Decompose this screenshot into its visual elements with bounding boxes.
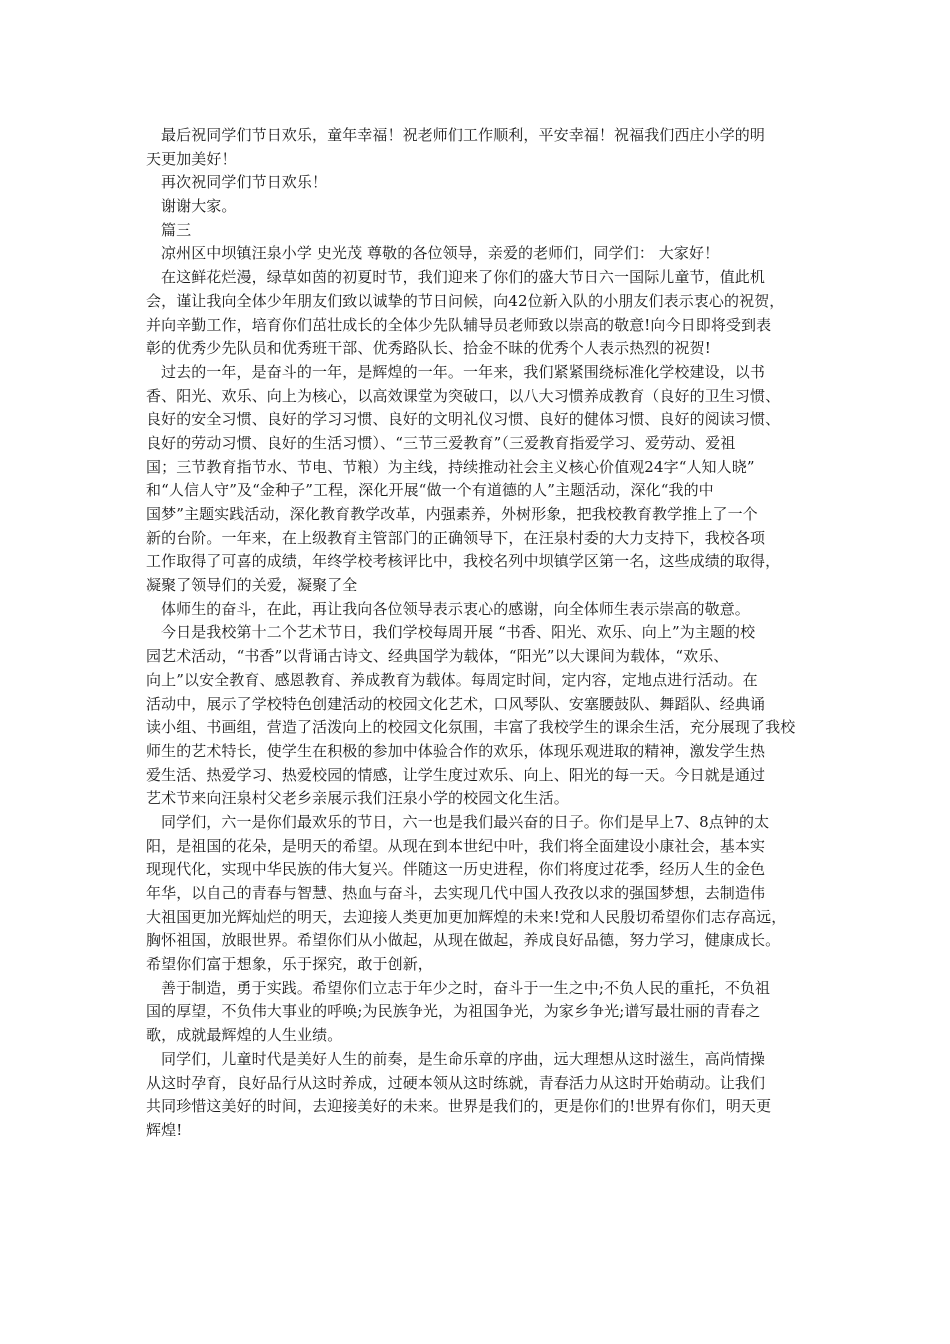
section-title-text: 篇三 xyxy=(161,220,192,239)
text-line: 会，谨让我向全体少年朋友们致以诚挚的节日问候，向42位新入队的小朋友们表示衷心的祝贺， xyxy=(146,291,785,310)
text-line: 过去的一年，是奋斗的一年，是辉煌的一年。一年来，我们紧紧围绕标准化学校建设，以书 xyxy=(161,362,766,381)
paragraph-art-festival xyxy=(146,621,826,811)
paragraph-create-practice xyxy=(146,977,826,1048)
text-line: 园艺术活动，“书香”以背诵古诗文、经典国学为载体，“阳光”以大课间为载体，“欢乐、 xyxy=(146,647,729,666)
document-body xyxy=(146,124,826,1143)
text-line: 并向辛勤工作，培育你们茁壮成长的全体少先队辅导员老师致以崇高的敬意!向今日即将受到表 xyxy=(146,315,772,334)
text-line: 今日是我校第十二个艺术节日，我们学校每周开展 “书香、阳光、欢乐、向上”为主题的校 xyxy=(161,623,756,642)
paragraph-gratitude xyxy=(146,598,826,622)
text-line: 在这鲜花烂漫，绿草如茵的初夏时节，我们迎来了你们的盛大节日六一国际儿童节，值此机 xyxy=(161,268,766,287)
text-line: 彰的优秀少先队员和优秀班干部、优秀路队长、拾金不昧的优秀个人表示热烈的祝贺! xyxy=(146,339,711,358)
section-title xyxy=(146,219,826,243)
paragraph-closing-wishes xyxy=(146,124,826,171)
paragraph-thanks xyxy=(146,195,826,219)
text-line: 希望你们富于想象，乐于探究，敢于创新， xyxy=(146,955,433,974)
text-line: 新的台阶。一年来，在上级教育主管部门的正确领导下，在汪泉村委的大力支持下，我校各项 xyxy=(146,528,766,547)
text-line: 歌，成就最辉煌的人生业绩。 xyxy=(146,1026,343,1045)
text-line: 和“人信人守”及“金种子”工程，深化开展“做一个有道德的人”主题活动，深化“我的中 xyxy=(146,481,714,500)
paragraph-childhood xyxy=(146,1048,826,1143)
text-line: 凉州区中坝镇汪泉小学 史光茂 尊敬的各位领导，亲爱的老师们，同学们： 大家好！ xyxy=(161,244,720,263)
text-line: 天更加美好！ xyxy=(146,149,237,168)
text-line: 师生的艺术特长，使学生在积极的参加中体验合作的欢乐，体现乐观进取的精神，激发学生热 xyxy=(146,741,766,760)
text-line: 现现代化，实现中华民族的伟大复兴。伴随这一历史进程，你们将度过花季，经历人生的金色 xyxy=(146,860,766,879)
text-line: 最后祝同学们节日欢乐，童年幸福！祝老师们工作顺利，平安幸福！祝福我们西庄小学的明 xyxy=(161,126,766,144)
text-line: 胸怀祖国，放眼世界。希望你们从小做起，从现在做起，养成良好品德，努力学习，健康成长。 xyxy=(146,931,781,950)
text-line: 同学们，六一是你们最欢乐的节日，六一也是我们最兴奋的日子。你们是早上7、8点钟的太 xyxy=(161,812,770,831)
text-line: 香、阳光、欢乐、向上为核心，以高效课堂为突破口，以八大习惯养成教育（良好的卫生习惯、 xyxy=(146,386,781,405)
paragraph-past-year xyxy=(146,361,826,598)
text-line: 工作取得了可喜的成绩，年终学校考核评比中，我校名列中坝镇学区第一名，这些成绩的取得， xyxy=(146,552,781,571)
text-line: 爱生活、热爱学习、热爱校园的情感，让学生度过欢乐、向上、阳光的每一天。今日就是通过 xyxy=(146,765,766,784)
text-line: 艺术节来向汪泉村父老乡亲展示我们汪泉小学的校园文化生活。 xyxy=(146,789,569,808)
text-line: 大祖国更加光辉灿烂的明天，去迎接人类更加更加辉煌的未来!党和人民殷切希望你们志存高远， xyxy=(146,907,787,926)
text-line: 再次祝同学们节日欢乐！ xyxy=(161,173,328,192)
text-line: 体师生的奋斗，在此，再让我向各位领导表示衷心的感谢，向全体师生表示崇高的敬意。 xyxy=(161,599,750,618)
text-line: 向上”以安全教育、感恩教育、养成教育为载体。每周定时间，定内容，定地点进行活动。在 xyxy=(146,670,758,689)
text-line: 良好的安全习惯、良好的学习习惯、良好的文明礼仪习惯、良好的健体习惯、良好的阅读习惯、 xyxy=(146,410,781,429)
text-line: 国梦”主题实践活动，深化教育教学改革，内强素养，外树形象，把我校教育教学推上了一个 xyxy=(146,505,758,523)
text-line: 同学们，儿童时代是美好人生的前奏，是生命乐章的序曲，远大理想从这时滋生，高尚情操 xyxy=(161,1049,766,1068)
text-line: 谢谢大家。 xyxy=(161,197,237,216)
text-line: 辉煌! xyxy=(146,1120,183,1139)
text-line: 读小组、书画组，营造了活泼向上的校园文化氛围，丰富了我校学生的课余生活，充分展现了我校 xyxy=(146,718,796,737)
text-line: 年华，以自己的青春与智慧、热血与奋斗，去实现几代中国人孜孜以求的强国梦想，去制造伟 xyxy=(146,884,766,902)
text-line: 阳，是祖国的花朵，是明天的希望。从现在到本世纪中叶，我们将全面建设小康社会，基本实 xyxy=(146,836,766,855)
paragraph-speaker-greeting xyxy=(146,242,826,266)
paragraph-opening xyxy=(146,266,826,361)
text-line: 共同珍惜这美好的时间，去迎接美好的未来。世界是我们的，更是你们的!世界有你们，明天更 xyxy=(146,1097,772,1116)
text-line: 良好的劳动习惯、良好的生活习惯）、“三节三爱教育”（三爱教育指爱学习、爱劳动、爱祖 xyxy=(146,433,736,452)
text-line: 从这时孕育，良好品行从这时养成，过硬本领从这时练就，青春活力从这时开始萌动。让我们 xyxy=(146,1073,766,1092)
text-line: 活动中，展示了学校特色创建活动的校园文化艺术，口风琴队、安塞腰鼓队、舞蹈队、经典诵 xyxy=(146,694,766,713)
text-line: 国的厚望，不负伟大事业的呼唤;为民族争光，为祖国争光，为家乡争光;谱写最壮丽的青春之 xyxy=(146,1002,761,1021)
paragraph-again-wish xyxy=(146,171,826,195)
text-line: 凝聚了领导们的关爱，凝聚了全 xyxy=(146,576,358,595)
text-line: 善于制造，勇于实践。希望你们立志于年少之时，奋斗于一生之中;不负人民的重托，不负祖 xyxy=(161,978,771,997)
paragraph-children-day xyxy=(146,811,826,977)
text-line: 国；三节教育指节水、节电、节粮）为主线，持续推动社会主义核心价值观24字“人知人晓” xyxy=(146,457,755,476)
